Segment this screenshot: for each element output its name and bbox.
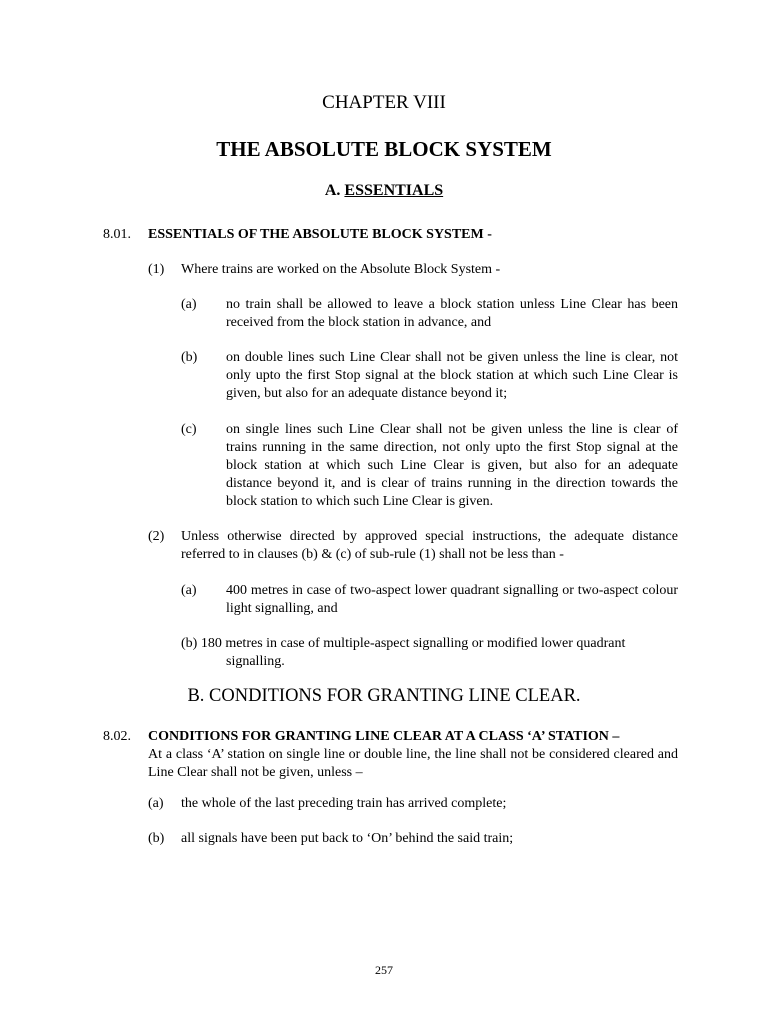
page-title: THE ABSOLUTE BLOCK SYSTEM	[216, 137, 552, 161]
sub2-text: Unless otherwise directed by approved special instructions, the adequate distance referred to in clauses (b) & (c) of sub-rule (1) shall not be less than -	[181, 529, 678, 562]
rule-802-text: At a class ‘A’ station on single line or double line, the line shall not be considered cleared and Line Clear shall not be given, unless –	[148, 747, 678, 780]
sub1-number: (1)	[148, 262, 165, 277]
clause-802b-text: all signals have been put back to ‘On’ behind the said train;	[181, 831, 514, 846]
section-b-heading: B. CONDITIONS FOR GRANTING LINE CLEAR.	[187, 686, 581, 706]
section-a-heading	[0, 182, 768, 200]
clause-2a-text: 400 metres in case of two-aspect lower quadrant signalling or two-aspect colour light signalling, and	[226, 583, 678, 616]
clause-1b-text: on double lines such Line Clear shall not be given unless the line is clear, not only upto the first Stop signal at the block station at which such Line Clear is given, but also for an adequate distance beyond it;	[226, 350, 678, 401]
clause-1c-text: on single lines such Line Clear shall not be given unless the line is clear of trains running in the same direction, not only upto the first Stop signal at the block station at which such Line Clear is given, but also for an adequate distance beyond it, and is clear of trains running in the direction towards the block station to which such Line Clear is given.	[226, 422, 678, 509]
chapter-heading: CHAPTER VIII	[322, 92, 446, 113]
clause-2b-lead: (b) 180 metres in case of multiple-aspect signalling or modified lower quadrant	[181, 636, 626, 651]
section-a-label: ESSENTIALS	[344, 182, 444, 199]
clause-802b-number: (b)	[148, 831, 165, 846]
rule-801-heading: ESSENTIALS OF THE ABSOLUTE BLOCK SYSTEM -	[148, 227, 492, 242]
page-number: 257	[375, 963, 393, 977]
clause-2b-continuation: signalling.	[226, 654, 285, 669]
clause-2a-number: (a)	[181, 583, 197, 598]
clause-802a-number: (a)	[148, 796, 164, 811]
sub2-number: (2)	[148, 529, 165, 544]
clause-802a-text: the whole of the last preceding train has arrived complete;	[181, 796, 507, 811]
clause-1b-number: (b)	[181, 350, 198, 365]
clause-1a-text: no train shall be allowed to leave a block station unless Line Clear has been received from the block station in advance, and	[226, 297, 678, 330]
rule-802-heading: CONDITIONS FOR GRANTING LINE CLEAR AT A CLASS ‘A’ STATION –	[148, 729, 620, 744]
rule-802-number: 8.02.	[103, 729, 131, 744]
sub1-text: Where trains are worked on the Absolute Block System -	[181, 262, 501, 277]
rule-801-number: 8.01.	[103, 227, 131, 242]
section-a-prefix: A.	[324, 182, 341, 199]
clause-1a-number: (a)	[181, 297, 197, 312]
clause-1c-number: (c)	[181, 422, 197, 437]
